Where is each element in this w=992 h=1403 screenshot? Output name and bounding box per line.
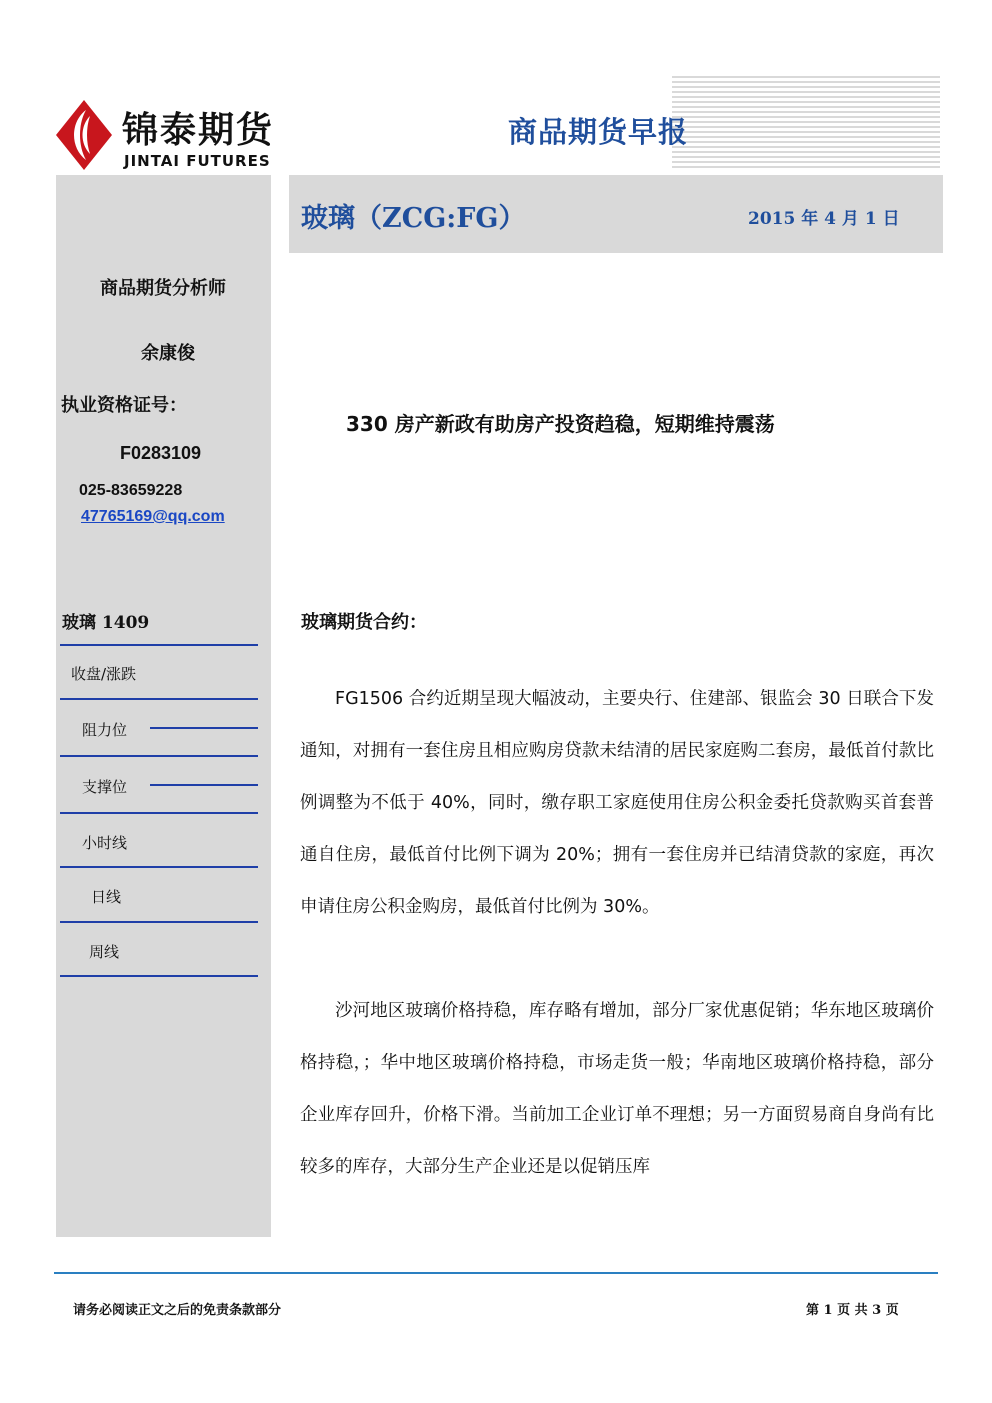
product-title: 玻璃（ZCG:FG） — [301, 203, 526, 234]
table-rule — [60, 975, 258, 977]
table-row-label-hourly: 小时线 — [82, 834, 128, 852]
logo-name-cn: 锦泰期货 — [122, 110, 275, 151]
analyst-name: 余康俊 — [141, 343, 195, 364]
table-rule — [60, 698, 258, 700]
logo-name-en: JINTAI FUTURES — [124, 152, 271, 170]
table-row-label-resistance: 阻力位 — [82, 721, 128, 739]
headline: 330 房产新政有助房产投资趋稳，短期维持震荡 — [346, 412, 775, 436]
header-stripes — [672, 76, 940, 168]
table-rule — [60, 812, 258, 814]
analyst-phone: 025-83659228 — [79, 482, 183, 499]
analyst-email-link[interactable]: 47765169@qq.com — [81, 508, 225, 525]
page-number: 第 1 页 共 3 页 — [806, 1303, 899, 1318]
footer-disclaimer: 请务必阅读正文之后的免责条款部分 — [73, 1303, 282, 1318]
table-value-rule — [150, 727, 258, 729]
license-number: F0283109 — [120, 443, 202, 463]
table-row-label-weekly: 周线 — [89, 943, 120, 961]
table-row-label-support: 支撑位 — [82, 778, 128, 796]
table-rule — [60, 644, 258, 646]
section-title: 玻璃期货合约： — [301, 612, 427, 633]
table-rule — [60, 755, 258, 757]
license-label: 执业资格证号： — [61, 395, 187, 416]
table-value-rule — [150, 784, 258, 786]
body-paragraph: FG1506 合约近期呈现大幅波动，主要央行、住建部、银监会 30 日联合下发通知，对拥有一套住房且相应购房贷款未结清的居民家庭购二套房，最低首付款比例调整为不低于 40%，同时，缴存职工家庭使用住房公积金委托贷款购买首套普通自住房，最低首付比例下调为 20%；拥有一套住房并已结清贷款的家庭，再次申请住房公积金购房，最低首付比例为 30%。 — [300, 689, 934, 917]
report-type-title: 商品期货早报 — [508, 115, 689, 149]
analyst-role: 商品期货分析师 — [100, 278, 226, 299]
logo-emblem-icon — [56, 100, 112, 170]
table-row-label-close-change: 收盘/涨跌 — [71, 665, 137, 683]
table-rule — [60, 866, 258, 868]
footer-divider — [54, 1272, 938, 1274]
table-row-label-daily: 日线 — [91, 888, 122, 906]
table-rule — [60, 921, 258, 923]
contract-label: 玻璃 1409 — [62, 613, 150, 633]
report-date: 2015 年 4 月 1 日 — [748, 209, 900, 229]
company-logo — [56, 98, 276, 174]
sidebar-panel — [56, 175, 271, 1237]
body-paragraph: 沙河地区玻璃价格持稳，库存略有增加，部分厂家优惠促销；华东地区玻璃价格持稳，；华中地区玻璃价格持稳，市场走货一般；华南地区玻璃价格持稳，部分企业库存回升，价格下滑。当前加工企业订单不理想；另一方面贸易商自身尚有比较多的库存，大部分生产企业还是以促销压库 — [300, 1001, 934, 1177]
